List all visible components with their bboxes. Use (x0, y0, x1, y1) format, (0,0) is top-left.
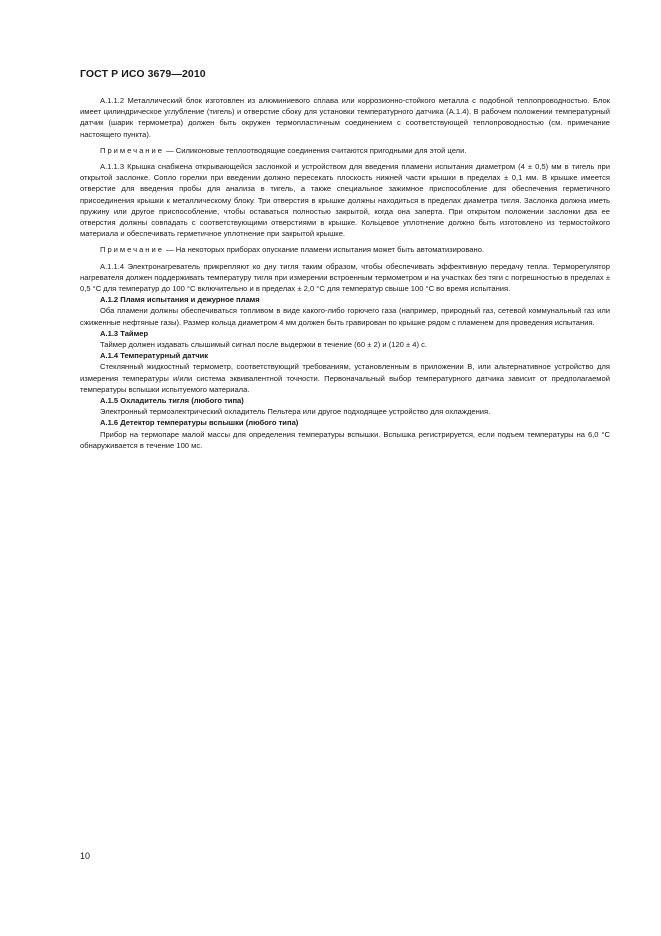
paragraph-a114: A.1.1.4 Электронагреватель прикрепляют ко дну тигля таким образом, чтобы обеспечивать эффективную передачу тепла. Терморегулятор нагревателя должен поддерживать температуру тигля при измерении встроенным термометром и на участках без тяги с погрешностью в пределах ± 0,5 °С для температур до 100 °С включительно и в пределах ± 2,0 °С для температур свыше 100 °С во время испытания. (80, 261, 610, 294)
section-heading-a12: А.1.2 Пламя испытания и дежурное пламя (100, 295, 260, 305)
note-2-text: — На некоторых приборах опускание пламени испытания может быть автоматизировано. (163, 245, 485, 255)
paragraph-a16: Прибор на термопаре малой массы для определения температуры вспышки. Вспышка регистрируется, если подъем температуры на 6,0 °С обнаруживается в течение 100 мс. (80, 429, 610, 450)
section-heading-a16: А.1.6 Детектор температуры вспышки (любого типа) (100, 418, 299, 428)
note-1-text: — Силиконовые теплоотводящие соединения считаются пригодными для этой цели. (163, 145, 467, 155)
paragraph-a12: Оба пламени должны обеспечиваться топливом в виде какого-либо горючего газа (например, природный газ, сетевой коммунальный газ или сжиженные нефтяные газы). Размер кольца диаметром 4 мм должен быть гравирован по крышке рядом с пламенем для проведения испытания. (80, 306, 610, 327)
note-1 (80, 145, 610, 156)
document-header: ГОСТ Р ИСО 3679—2010 (80, 68, 206, 80)
section-heading-a14: А.1.4 Температурный датчик (100, 351, 209, 361)
note-label: Примечание (100, 245, 164, 255)
note-label: Примечание (100, 145, 164, 155)
section-heading-a13: А.1.3 Таймер (100, 328, 149, 338)
document-body (80, 95, 610, 451)
paragraph-a112: A.1.1.2 Металлический блок изготовлен из алюминиевого сплава или коррозионно-стойкого металла с подобной теплопроводностью. Блок имеет цилиндрическое углубление (тигель) и отверстие сбоку для установки температурного датчика (А.1.4). В рабочем положении температурный датчик (шарик термометра) должен быть окружен термопластичным соединением с соответствующей теплопроводностью (см. примечание настоящего пункта). (80, 96, 610, 139)
paragraph-a15: Электронный термоэлектрический охладитель Пельтера или другое подходящее устройство для охлаждения. (100, 407, 491, 417)
paragraph-a14: Стеклянный жидкостный термометр, соответствующий требованиям, установленным в приложении В, или альтернативное устройство для измерения температуры и/или система эквивалентной точности. Первоначальный выбор температурного датчика зависит от предполагаемой температуры вспышки испытуемого материала. (80, 362, 610, 394)
paragraph-a113: A.1.1.3 Крышка снабжена открывающейся заслонкой и устройством для введения пламени испытания диаметром (4 ± 0,5) мм в тигель при открытой заслонке. Сопло горелки при введении должно пересекать плоскость нижней части крышки в пределах ± 0,1 мм. В крышке имеется отверстие для введения пробы для анализа в тигель, а также специальное зажимное приспособление для обеспечения герметичного присоединения крышки к металлическому блоку. Три отверстия в крышке должны находиться в пределах диаметра тигля. Заслонка должна иметь пружину или другое приспособление, чтобы оставаться полностью закрытой, когда она заперта. При открытом положении заслонки два ее отверстия должны совпадать с соответствующими отверстиями в крышке. Кольцевое уплотнение должно быть изготовлено из термостойкого материала и обеспечивать герметичное уплотнение при закрытой крышке. (80, 162, 610, 239)
page-number: 10 (80, 851, 91, 861)
note-2 (80, 244, 610, 255)
paragraph-a13: Таймер должен издавать слышимый сигнал после выдержки в течение (60 ± 2) и (120 ± 4) с. (100, 340, 428, 350)
section-heading-a15: А.1.5 Охладитель тигля (любого типа) (100, 396, 244, 406)
